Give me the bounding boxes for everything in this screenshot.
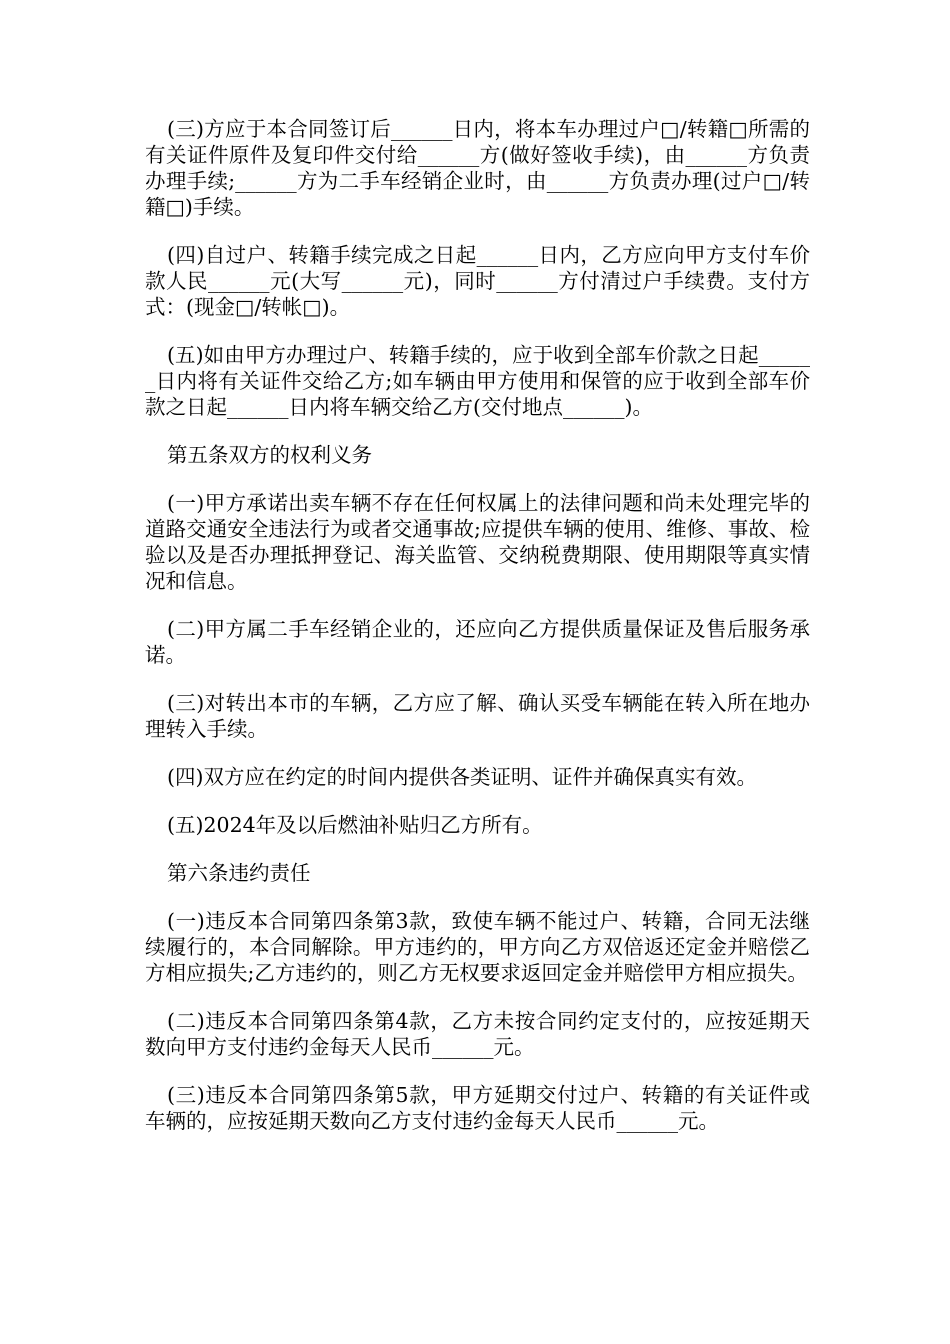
paragraph-dealer-warranty: (二)甲方属二手车经销企业的，还应向乙方提供质量保证及售后服务承诺。 [145,617,810,667]
paragraph-payment: (四)自过户、转籍手续完成之日起______日内，乙方应向甲方支付车价款人民______元(大写______元)，同时______方付清过户手续费。支付方式：(现金□/转帐□)。 [145,243,810,319]
section-heading-article-5: 第五条双方的权利义务 [167,443,372,467]
paragraph-breach-clause-4: (二)违反本合同第四条第4款，乙方未按合同约定支付的，应按延期天数向甲方支付违约金每天人民币______元。 [145,1009,810,1059]
document-page [145,116,810,1156]
section-heading-article-6: 第六条违约责任 [167,861,311,885]
paragraph-seller-warranty: (一)甲方承诺出卖车辆不存在任何权属上的法律问题和尚未处理完毕的道路交通安全违法行为或者交通事故;应提供车辆的使用、维修、事故、检验以及是否办理抵押登记、海关监管、交纳税费期限、使用期限等真实情况和信息。 [145,491,810,593]
paragraph-breach-clause-3: (一)违反本合同第四条第3款，致使车辆不能过户、转籍，合同无法继续履行的，本合同解除。甲方违约的，甲方向乙方双倍返还定金并赔偿乙方相应损失;乙方违约的，则乙方无权要求返回定金并赔偿甲方相应损失。 [145,909,810,985]
paragraph-documents-validity: (四)双方应在约定的时间内提供各类证明、证件并确保真实有效。 [167,765,757,789]
paragraph-breach-clause-5: (三)违反本合同第四条第5款，甲方延期交付过户、转籍的有关证件或车辆的，应按延期天数向乙方支付违约金每天人民币______元。 [145,1083,810,1133]
paragraph-delivery: (五)如由甲方办理过户、转籍手续的，应于收到全部车价款之日起______日内将有关证件交给乙方;如车辆由甲方使用和保管的应于收到全部车价款之日起______日内将车辆交给乙方(交付地点______)。 [145,343,810,419]
paragraph-transfer-documents: (三)方应于本合同签订后______日内，将本车办理过户□/转籍□所需的有关证件原件及复印件交付给______方(做好签收手续)，由______方负责办理手续;______方为二手车经销企业时，由______方负责办理(过户□/转籍□)手续。 [145,117,810,219]
paragraph-relocation: (三)对转出本市的车辆，乙方应了解、确认买受车辆能在转入所在地办理转入手续。 [145,691,810,741]
paragraph-fuel-subsidy: (五)2024年及以后燃油补贴归乙方所有。 [167,813,543,837]
